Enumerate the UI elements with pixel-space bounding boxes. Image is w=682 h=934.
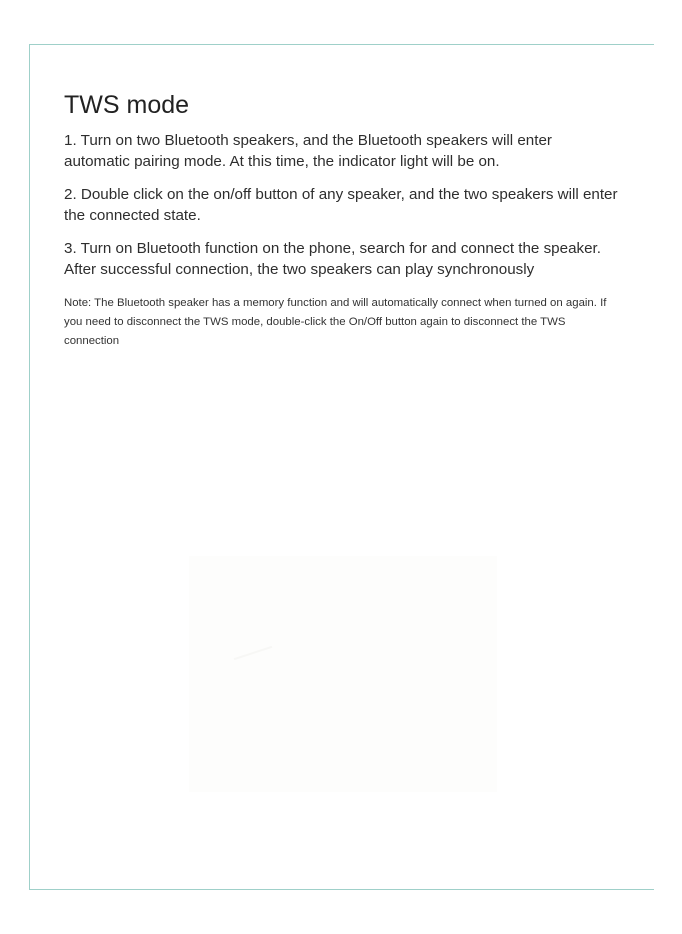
step-2: 2. Double click on the on/off button of any speaker, and the two speakers will enter the connected state. — [64, 186, 618, 224]
faint-illustration — [189, 556, 497, 792]
step-1: 1. Turn on two Bluetooth speakers, and the Bluetooth speakers will enter automatic pairing mode. At this time, the indicator light will be on. — [64, 132, 552, 170]
frame-bottom-line — [29, 889, 654, 890]
frame-left-line — [29, 44, 30, 890]
page-title: TWS mode — [64, 91, 190, 119]
note-text: Note: The Bluetooth speaker has a memory function and will automatically connect when turned on again. If you need to disconnect the TWS mode, double-click the On/Off button again to disconnect the TWS connection — [64, 297, 607, 347]
frame-top-line — [29, 44, 654, 45]
faint-illustration-mark — [234, 646, 273, 660]
step-3: 3. Turn on Bluetooth function on the phone, search for and connect the speaker. After successful connection, the two speakers can play synchronously — [64, 240, 601, 278]
document-content — [64, 88, 620, 351]
